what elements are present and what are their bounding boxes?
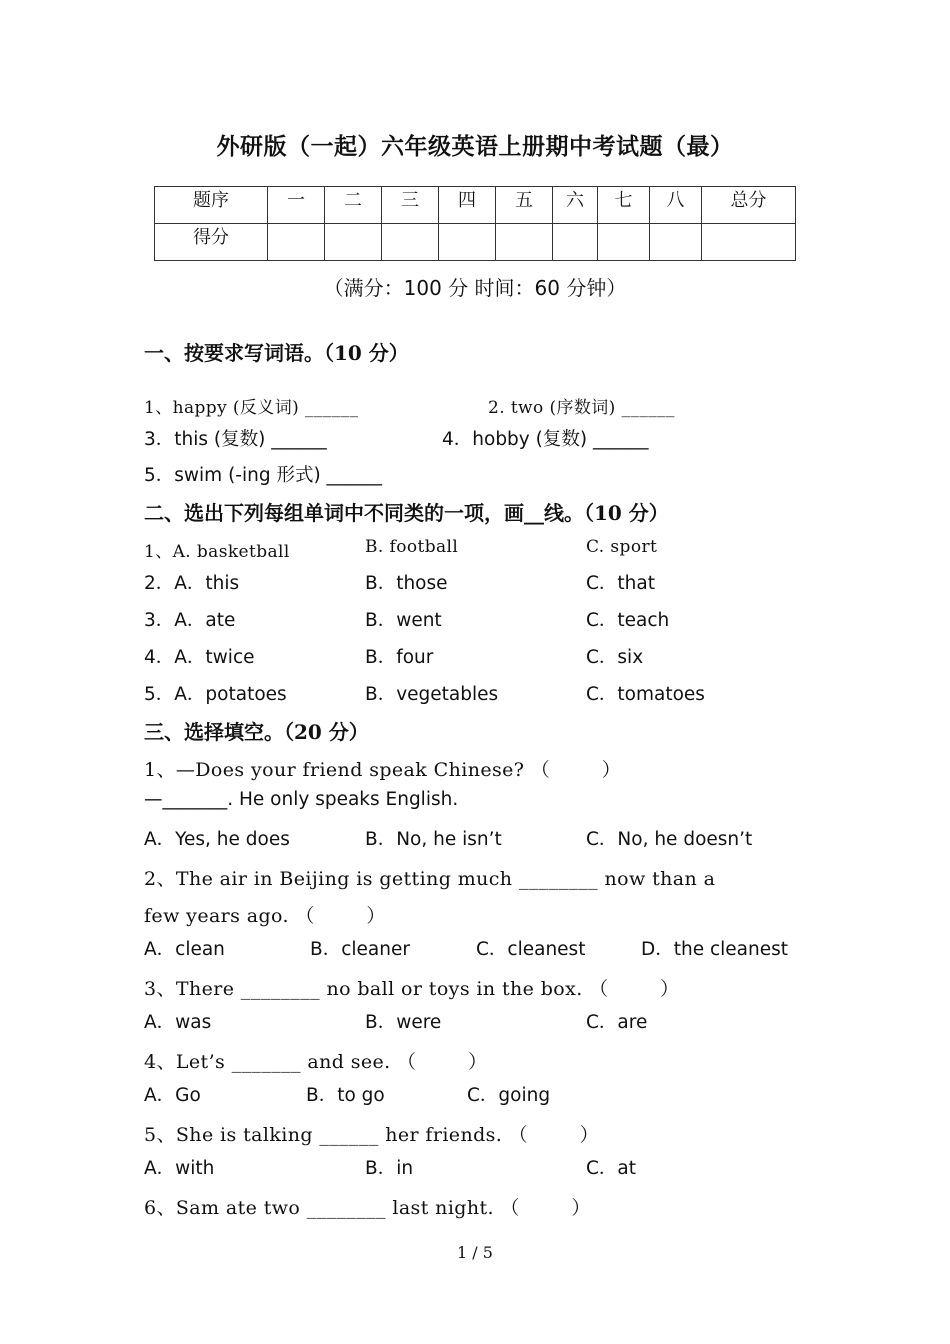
question: 1、—Does your friend speak Chinese? （ ） <box>144 759 622 781</box>
section1-heading: 一、按要求写词语。（10 分） <box>144 341 409 365</box>
option: A．clean <box>144 939 225 960</box>
question: 3、There ________ no ball or toys in the box. （ ） <box>144 978 680 1000</box>
option: C．that <box>586 573 655 594</box>
score-cell[interactable] <box>382 224 439 261</box>
score-header-cell: 四 <box>439 187 496 224</box>
question: 5．swim (-ing 形式) ______ <box>144 465 383 486</box>
option: B．went <box>365 610 442 631</box>
question: 1、happy (反义词) ______ <box>144 398 359 418</box>
option: B. football <box>365 537 459 557</box>
option: B．in <box>365 1158 414 1179</box>
score-cell[interactable] <box>496 224 553 261</box>
page-number: 1 / 5 <box>457 1243 493 1262</box>
score-header-cell: 五 <box>496 187 553 224</box>
score-cell[interactable] <box>598 224 650 261</box>
option: B．vegetables <box>365 684 499 705</box>
option: C．at <box>586 1158 637 1179</box>
option: 3．A．ate <box>144 610 236 631</box>
option: A．with <box>144 1158 215 1179</box>
exam-meta: （满分：100 分 时间：60 分钟） <box>323 276 627 300</box>
option: C．cleanest <box>476 939 586 960</box>
option: B．to go <box>306 1085 385 1106</box>
score-header-cell: 六 <box>553 187 598 224</box>
question: —_______. He only speaks English. <box>144 789 459 810</box>
score-header-cell: 三 <box>382 187 439 224</box>
score-header-cell: 总分 <box>702 187 796 224</box>
score-table-header-row <box>155 187 796 224</box>
option: C．tomatoes <box>586 684 705 705</box>
option: C．six <box>586 647 644 668</box>
question: few years ago. （ ） <box>144 905 386 927</box>
score-cell[interactable] <box>439 224 496 261</box>
question: 6、Sam ate two ________ last night. （ ） <box>144 1197 591 1219</box>
score-header-cell: 八 <box>650 187 702 224</box>
page-title: 外研版（一起）六年级英语上册期中考试题（最） <box>216 133 734 160</box>
option: 4．A．twice <box>144 647 255 668</box>
score-cell[interactable] <box>650 224 702 261</box>
question: 4、Let’s _______ and see. （ ） <box>144 1051 488 1073</box>
score-cell[interactable] <box>702 224 796 261</box>
option: D．the cleanest <box>641 939 789 960</box>
score-header-cell: 七 <box>598 187 650 224</box>
question: 4．hobby (复数) ______ <box>442 429 649 450</box>
question: 3．this (复数) ______ <box>144 429 327 450</box>
option: A．was <box>144 1012 212 1033</box>
question: 5、She is talking ______ her friends. （ ） <box>144 1124 599 1146</box>
option: C. sport <box>586 537 658 557</box>
option: 5．A．potatoes <box>144 684 287 705</box>
option: C．are <box>586 1012 648 1033</box>
option: A．Yes, he does <box>144 829 290 850</box>
option: A．Go <box>144 1085 201 1106</box>
score-header-cell: 题序 <box>155 187 268 224</box>
option: B．cleaner <box>310 939 410 960</box>
question: 2. two (序数词) ______ <box>488 398 675 418</box>
score-table <box>154 186 796 261</box>
option: C．teach <box>586 610 670 631</box>
score-row-label: 得分 <box>155 224 268 261</box>
score-table-score-row <box>155 224 796 261</box>
score-header-cell: 二 <box>325 187 382 224</box>
score-cell[interactable] <box>325 224 382 261</box>
option: B．those <box>365 573 448 594</box>
section2-heading: 二、选出下列每组单词中不同类的一项，画__线。（10 分） <box>144 501 669 525</box>
section3-heading: 三、选择填空。（20 分） <box>144 720 369 744</box>
option: 1、A. basketball <box>144 542 290 562</box>
score-cell[interactable] <box>268 224 325 261</box>
option: B．were <box>365 1012 442 1033</box>
option: C．No, he doesn’t <box>586 829 753 850</box>
score-cell[interactable] <box>553 224 598 261</box>
option: B．No, he isn’t <box>365 829 502 850</box>
option: 2．A．this <box>144 573 240 594</box>
option: C．going <box>467 1085 551 1106</box>
option: B．four <box>365 647 434 668</box>
score-header-cell: 一 <box>268 187 325 224</box>
question: 2、The air in Beijing is getting much ________ now than a <box>144 868 716 890</box>
